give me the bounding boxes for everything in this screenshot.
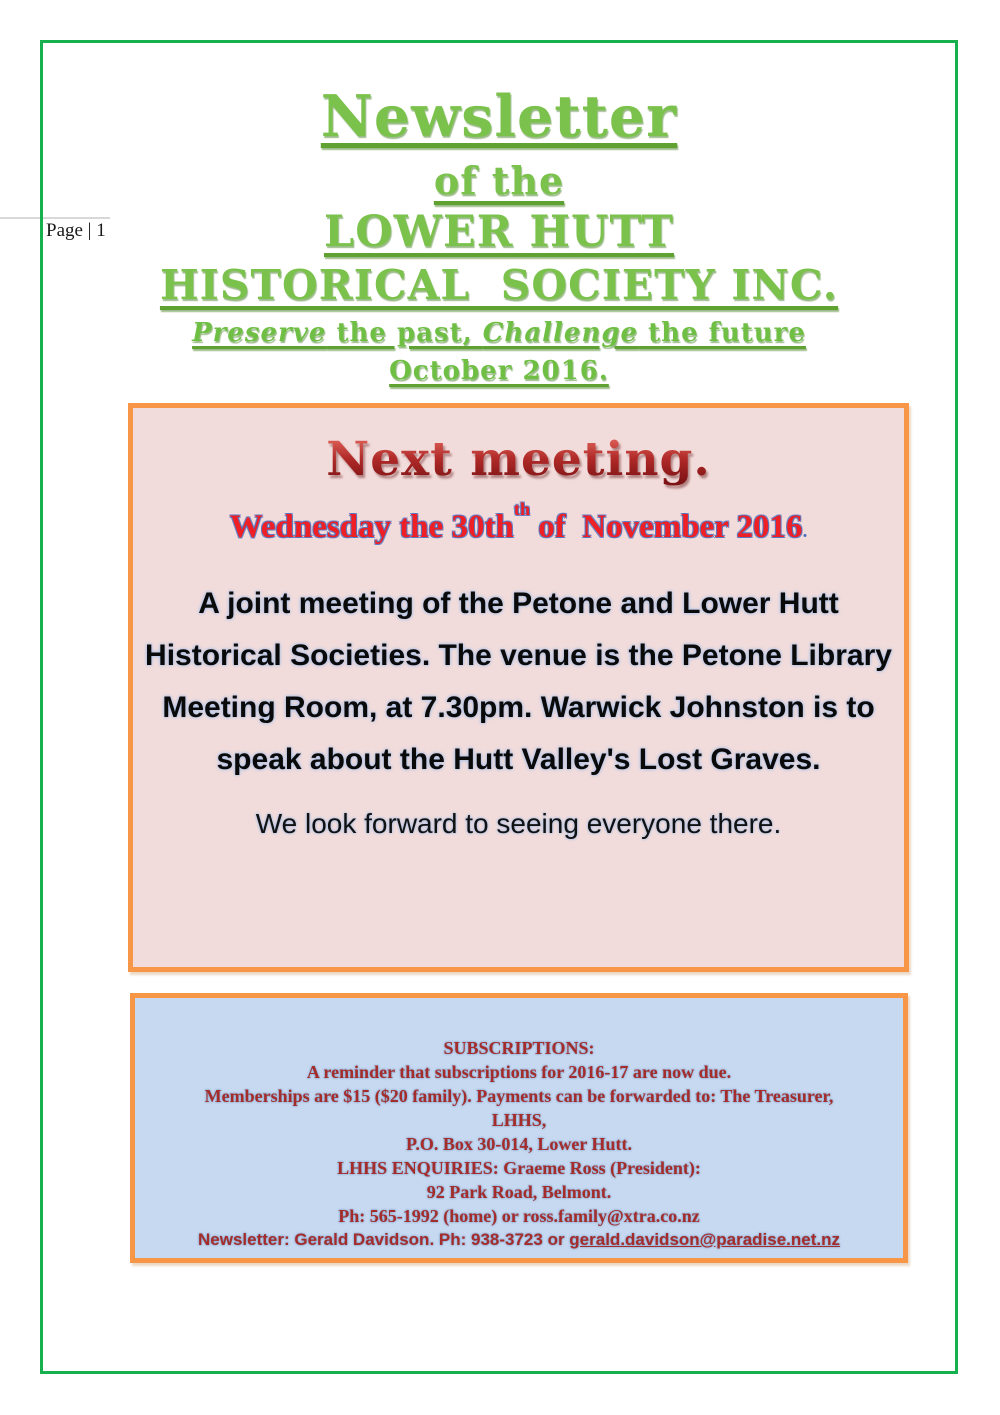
subscription-line: LHHS ENQUIRIES: Graeme Ross (President): — [337, 1158, 701, 1178]
society-tagline — [40, 319, 958, 348]
meeting-heading: Next meeting. — [326, 432, 711, 487]
subscription-line: Memberships are $15 ($20 family). Payments can be forwarded to: The Treasurer, — [204, 1086, 834, 1106]
meeting-box — [128, 403, 909, 972]
subscription-line: A reminder that subscriptions for 2016-17 are now due. — [306, 1062, 732, 1082]
masthead-line-lower-hutt: LOWER HUTT — [323, 207, 675, 258]
subscriptions-box — [130, 993, 908, 1263]
meeting-body-text: A joint meeting of the Petone and Lower Hutt Historical Societies. The venue is the Petone Library Meeting Room, at 7.30pm. Warwick Johnston is to speak about the Hutt Valley's Lost Graves. — [145, 587, 892, 776]
meeting-date-main: Wednesday the 30th — [229, 509, 514, 545]
subscription-line: SUBSCRIPTIONS: — [443, 1038, 595, 1058]
meeting-date-rest: of November 2016 — [530, 509, 803, 545]
newsletter-email-link[interactable]: gerald.davidson@paradise.net.nz — [569, 1230, 840, 1249]
subscription-line: 92 Park Road, Belmont. — [426, 1182, 612, 1202]
meeting-closing-text: We look forward to seeing everyone there. — [255, 808, 782, 839]
newsletter-contact-line — [135, 1228, 903, 1252]
page-number-label: Page | 1 — [46, 220, 106, 241]
meeting-date-period: . — [802, 521, 808, 542]
tagline-word-challenge: Challenge — [482, 317, 639, 348]
meeting-date — [133, 499, 904, 546]
masthead-line-of-the: of the — [433, 157, 565, 203]
masthead — [40, 83, 958, 387]
meeting-date-superscript: th — [513, 499, 531, 520]
subscription-line: P.O. Box 30-014, Lower Hutt. — [405, 1134, 632, 1154]
masthead-line-historical-society: HISTORICAL SOCIETY INC. — [159, 260, 839, 309]
issue-date: October 2016. — [389, 356, 609, 387]
newsletter-contact-prefix: Newsletter: Gerald Davidson. Ph: 938-3723 or — [197, 1230, 570, 1249]
subscription-line: Ph: 565-1992 (home) or ross.family@xtra.co.nz — [338, 1206, 700, 1226]
newsletter-title: Newsletter — [320, 83, 678, 150]
tagline-end-text: the future — [638, 317, 806, 348]
tagline-word-preserve: Preserve — [192, 317, 327, 348]
tagline-mid-text: the past, — [326, 317, 483, 348]
subscription-line: LHHS, — [491, 1110, 547, 1130]
